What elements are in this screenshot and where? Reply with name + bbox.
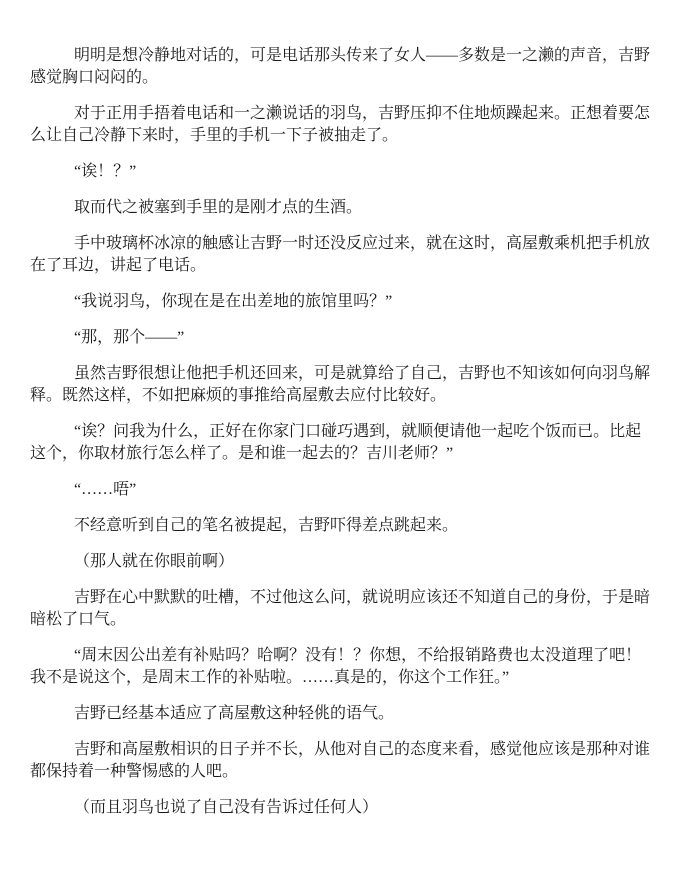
paragraph: “……唔”	[74, 481, 137, 498]
paragraph: （而且羽鸟也说了自己没有告诉过任何人）	[74, 799, 379, 816]
paragraph: “诶！？”	[74, 163, 137, 180]
paragraph: “那，那个——”	[74, 329, 185, 346]
paragraph: 虽然吉野很想让他把手机还回来，可是就算给了自己，吉野也不知该如何向羽鸟解释。既然这样，不如把麻烦的事推给高屋敷去应付比较好。	[30, 365, 651, 404]
paragraph: 吉野和高屋敷相识的日子并不长，从他对自己的态度来看，感觉他应该是那种对谁都保持着一种警惕感的人吧。	[30, 741, 651, 780]
paragraph: 手中玻璃杯冰凉的触感让吉野一时还没反应过来，就在这时，高屋敷乘机把手机放在了耳边，讲起了电话。	[30, 235, 651, 274]
paragraph: “周末因公出差有补贴吗？哈啊？没有！？你想，不给报销路费也太没道理了吧！我不是说这个，是周末工作的补贴啦。……真是的，你这个工作狂。”	[30, 647, 642, 686]
paragraph: 取而代之被塞到手里的是刚才点的生酒。	[74, 199, 363, 216]
paragraph: “诶？问我为什么，正好在你家门口碰巧遇到，就顺便请他一起吃个饭而已。比起这个，你取材旅行怎么样了。是和谁一起去的？吉川老师？”	[30, 423, 642, 462]
paragraph: 吉野已经基本适应了高屋敷这种轻佻的语气。	[74, 705, 395, 722]
paragraph: （那人就在你眼前啊）	[74, 553, 235, 570]
paragraph: 吉野在心中默默的吐槽，不过他这么问，就说明应该还不知道自己的身份，于是暗暗松了口气。	[30, 589, 651, 628]
paragraph: 不经意听到自己的笔名被提起，吉野吓得差点跳起来。	[74, 517, 459, 534]
paragraph: 对于正用手捂着电话和一之濑说话的羽鸟，吉野压抑不住地烦躁起来。正想着要怎么让自己冷静下来时，手里的手机一下子被抽走了。	[30, 105, 651, 144]
paragraph: “我说羽鸟，你现在是在出差地的旅馆里吗？”	[74, 293, 393, 310]
paragraph: 明明是想冷静地对话的，可是电话那头传来了女人——多数是一之濑的声音，吉野感觉胸口闷闷的。	[30, 47, 651, 86]
